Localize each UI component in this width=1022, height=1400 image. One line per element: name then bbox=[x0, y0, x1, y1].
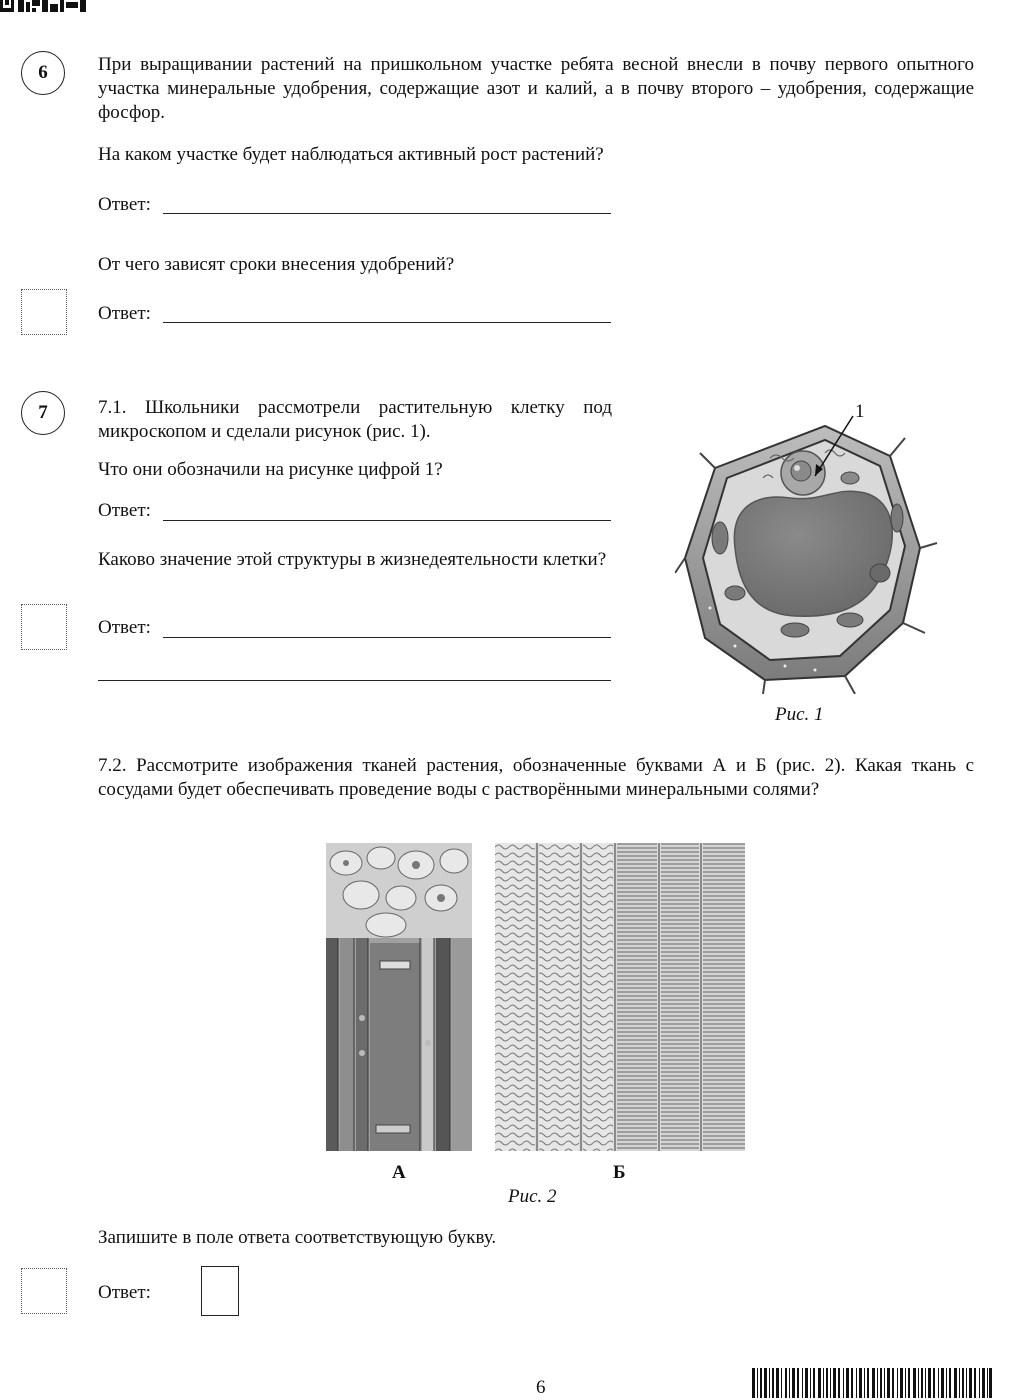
page-number: 6 bbox=[536, 1377, 546, 1398]
q7-part2-text: 7.2. Рассмотрите изображения тканей растения, обозначенные буквами А и Б (рис. 2). Какая ткань с сосудами будет обеспечивать проведение воды с растворёнными минеральными солями? bbox=[98, 755, 974, 800]
q6-question-2: От чего зависят сроки внесения удобрений? bbox=[98, 254, 455, 275]
q6-question-1: На каком участке будет наблюдаться активный рост растений? bbox=[98, 144, 604, 165]
q7-part1-text: 7.1. Школьники рассмотрели растительную клетку под микроскопом и сделали рисунок (рис. 1). bbox=[98, 397, 612, 442]
q7-part1-question-2: Каково значение этой структуры в жизнедеятельности клетки? bbox=[98, 549, 607, 570]
tissue-a-image bbox=[326, 843, 472, 1151]
plant-cell-figure bbox=[675, 398, 945, 694]
q7-instruction: Запишите в поле ответа соответствующую букву. bbox=[98, 1227, 497, 1248]
q6-answer-label-2: Ответ: bbox=[98, 303, 151, 324]
figure1-caption: Рис. 1 bbox=[775, 704, 824, 725]
tissue-b-image bbox=[495, 843, 745, 1151]
qr-code-fragment bbox=[0, 0, 90, 14]
q7-answer-line-3[interactable] bbox=[98, 680, 611, 681]
q6-answer-line-2[interactable] bbox=[163, 322, 611, 323]
q6-answer-line-1[interactable] bbox=[163, 213, 611, 214]
q6-score-box[interactable] bbox=[21, 289, 67, 335]
q6-answer-label-1: Ответ: bbox=[98, 194, 151, 215]
q7-answer-label-2: Ответ: bbox=[98, 617, 151, 638]
figure2-caption: Рис. 2 bbox=[508, 1186, 557, 1207]
q7-answer-label-1: Ответ: bbox=[98, 500, 151, 521]
question-number-7: 7 bbox=[21, 391, 65, 435]
q6-text: При выращивании растений на пришкольном участке ребята весной внесли в почву первого опытного участка минеральные удобрения, содержащие азот и калий, а в почву второго – удобрения, содержащие фосфор. bbox=[98, 54, 974, 123]
q7-answer-line-2[interactable] bbox=[163, 637, 611, 638]
q7-answer-line-1[interactable] bbox=[163, 520, 611, 521]
q7-part1-question-1: Что они обозначили на рисунке цифрой 1? bbox=[98, 459, 443, 480]
barcode bbox=[752, 1368, 992, 1398]
figure2-label-b: Б bbox=[613, 1162, 626, 1183]
q7-1-score-box[interactable] bbox=[21, 604, 67, 650]
figure2-label-a: А bbox=[392, 1162, 406, 1183]
question-number-6: 6 bbox=[21, 51, 65, 95]
q7-answer-letter-box[interactable] bbox=[201, 1266, 239, 1316]
figure1-pointer-label: 1 bbox=[855, 401, 865, 422]
q7-2-score-box[interactable] bbox=[21, 1268, 67, 1314]
q7-answer-label-3: Ответ: bbox=[98, 1282, 151, 1303]
